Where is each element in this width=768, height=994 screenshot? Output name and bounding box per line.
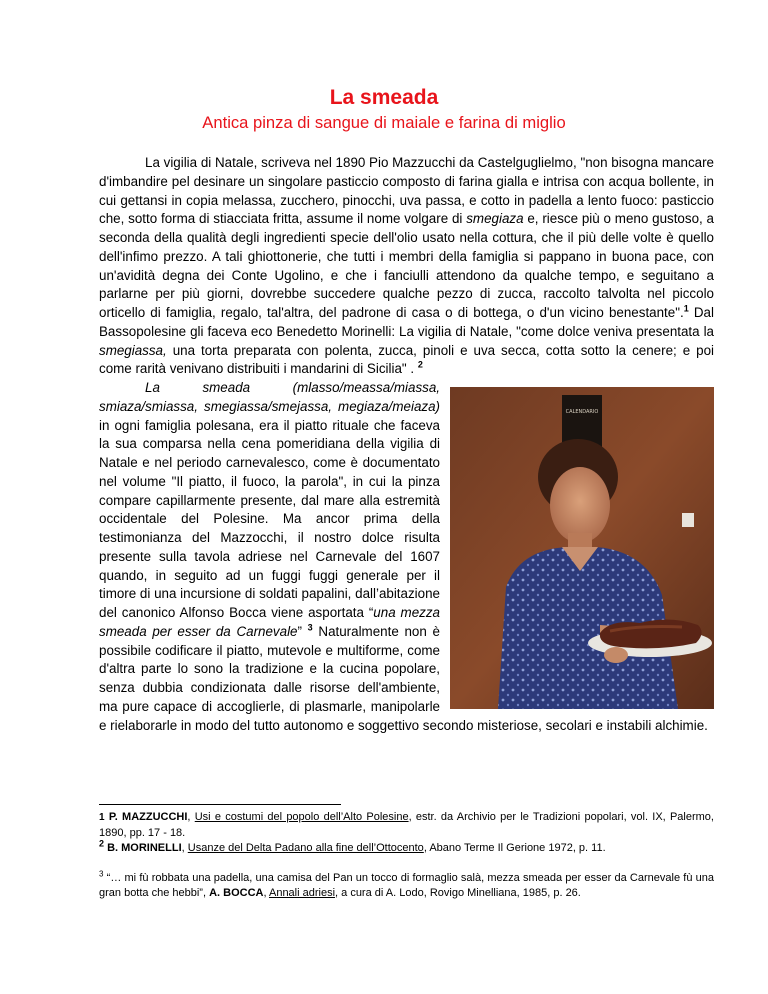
italic-quote: una mezza smeada per esser da Carnevale (99, 605, 440, 639)
text-run: La vigilia di Natale, scriveva nel 1890 Pio Mazzucchi da Castelguglielmo, "non bisogna mancare d'imbandire pel desinare un singolare pasticcio composto di farina gialla e intrisa con acqua bollente, in cui gettansi in copia melassa, zucchero, pinocchi, uva passa, e cotto in padella a lento fuoco: pasticcio che, sotto forma di stiacciata fritta, assume il nome volgare di (99, 155, 714, 227)
footnote-number: 3 (99, 868, 104, 878)
photo-woman-with-smeada (450, 387, 714, 709)
paragraph-1 (99, 154, 714, 379)
footnote-text: , a cura di A. Lodo, Rovigo Minelliana, 1985, p. 26. (335, 887, 581, 899)
text-run: Dal Bassopolesine gli faceva eco Benedetto Morinelli: La vigilia di Natale, "come dolce veniva presentata la (99, 305, 714, 339)
text-run: in ogni famiglia polesana, era il piatto rituale che faceva la sua comparsa nella cena pomeridiana della vigilia di Natale e nel periodo carnevalesco, come è documentato nel volume "Il piatto, il fuoco, la parola", in cui la pinza compare capillarmente presente, dal mare alla estremità occidentale del Polesine. Ma ancor prima della testimonianza del Mazzocchi, il nostro dolce risulta presente sulla tavola adriese nel Carnevale del 1607 quando, in seguito ad un fuggi fuggi generale per il timore di una incursione di soldati papalini, dall’abitazione del canonico Alfonso Bocca viene asportata “ (99, 417, 440, 620)
footnote-1: 1 P. MAZZUCCHI, Usi e costumi del popolo dell’Alto Polesine, estr. da Archivio per le Tradizioni popolari, vol. IX, Palermo, 1890, pp. 17 - 18. (99, 811, 714, 839)
italic-term: smegiaza (466, 211, 524, 227)
text-run: e, riesce più o meno gustoso, a seconda della qualità degli ingredienti specie dell'olio usato nella cottura, che il più delle volte è quello dell'infimo prezzo. A tali ghiottonerie, che tutti i membri della famiglia si pappano in buona pace, con un'avidità degna dei Conte Ugolino, e che i fanciulli attendono da qualche tempo, e seguitano a parlarne per più giorni, dovrebbe succedere qualche pezzo di zucca, raccolto talvolta nel piccolo orticello di famiglia, regalo, tal'altra, del padrone di casa o di bottega, o d'un vicino benestante". (99, 211, 715, 320)
footnote-text: , estr. da Archivio per le Tradizioni popolari, vol. IX, Palermo, 1890, pp. 17 - 18. (99, 811, 714, 839)
footnote-title: Usi e costumi del popolo dell’Alto Polesine (194, 811, 409, 823)
footnote-number: 1 (99, 812, 105, 823)
body-text (99, 154, 714, 735)
footnote-separator (99, 804, 341, 805)
footnotes (99, 810, 714, 902)
text-run: Naturalmente non è possibile codificare il piatto, mutevole e multiforme, come d'altra parte lo sono la tradizione e la cucina popolare, senza dubbia condizionata dalle risorse dell'ambiente, ma pure capace di accoglierle, di plasmarle, manipolarle e rielaborarle in modo del tutto autonomo e soggettivo secondo misteriose, secolari e instabili alchimie. (99, 623, 708, 733)
footnote-title: Annali adriesi (268, 887, 336, 899)
footnote-author: B. MORINELLI (107, 842, 182, 854)
text-run: una torta preparata con polenta, zucca, pinoli e uva secca, cotta sotto la cenere; e poi come rarità venivano distribuiti i mandarini di Sicilia" . (99, 342, 714, 377)
footnote-2: $^2$ B. MORINELLI, Usanze del Delta Padano alla fine dell’Ottocento, Abano Terme Il Gerione 1972, p. 11. (99, 838, 606, 854)
photo-illustration (450, 387, 714, 709)
page-subtitle: Antica pinza di sangue di maiale e farina di miglio (202, 113, 566, 132)
footnote-number: 2 (99, 838, 105, 849)
footnote-text: “… mi fù robbata una padella, una camisa del Pan un tocco di formaglio salà, mezza smeada per esser da Carnevale fù una gran botta che hebbi”, (99, 871, 714, 899)
italic-term: La smeada (mlasso/meassa/miassa, smiaza/smiassa, smegiassa/smejassa, megiaza/meiaza) (99, 380, 440, 414)
footnote-text: , Abano Terme Il Gerione 1972, p. 11. (423, 842, 606, 854)
text-run: ” (297, 623, 308, 639)
footnote-author: A. BOCCA (209, 887, 264, 899)
calendar-text: CALENDARIO (565, 409, 599, 415)
footnote-ref-3[interactable]: 3 (307, 622, 313, 633)
footnote-ref-1[interactable]: 1 (683, 303, 689, 314)
footnote-author: P. MAZZUCCHI (108, 811, 188, 823)
footnote-title: Usanze del Delta Padano alla fine dell’Ottocento (187, 842, 424, 854)
footnote-ref-2[interactable]: 2 (417, 359, 423, 370)
footnote-3: $^3$ “… mi fù robbata una padella, una camisa del Pan un tocco di formaglio salà, mezza smeada per esser da Carnevale fù una gran botta che hebbi”, A. BOCCA, Annali adriesi, a cura di A. Lodo, Rovigo Minelliana, 1985, p. 26. (99, 868, 714, 899)
page-title: La smeada (329, 86, 439, 109)
italic-term: smegiassa, (99, 342, 167, 358)
